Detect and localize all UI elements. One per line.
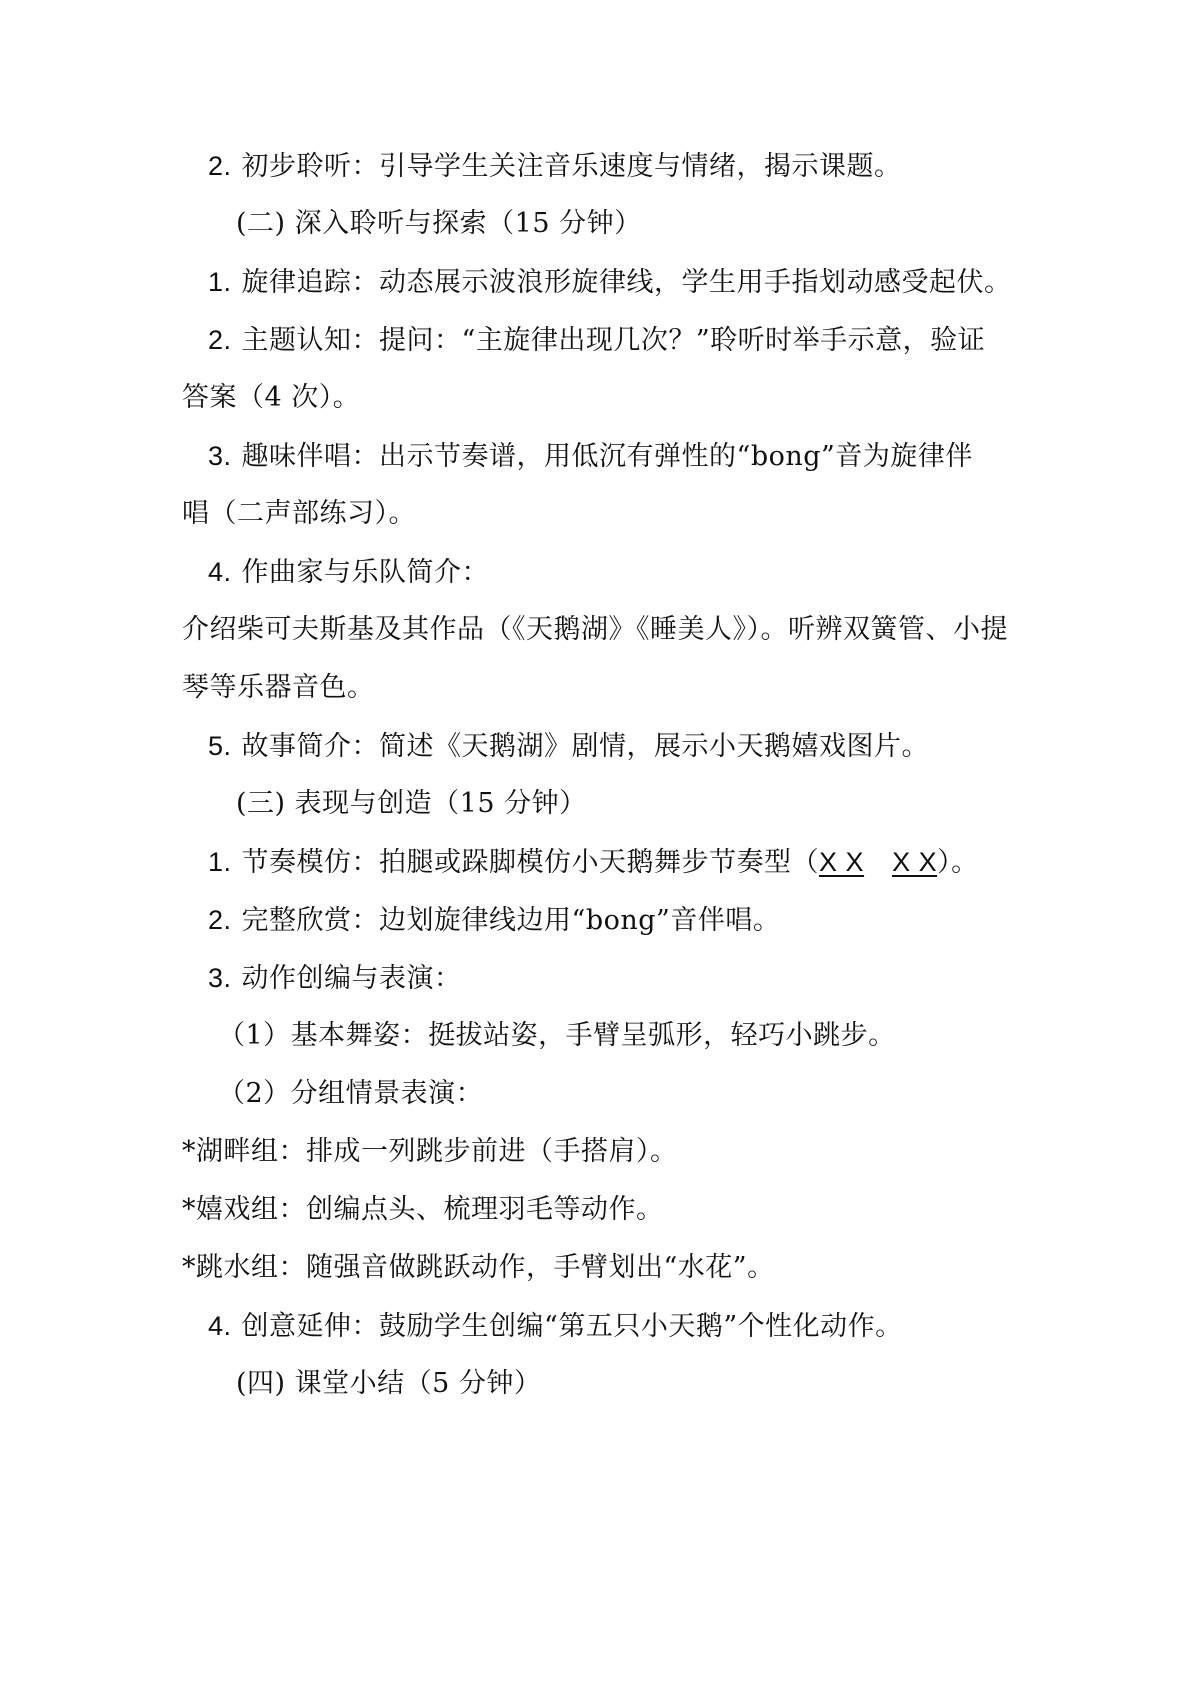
item-number: 3. xyxy=(208,441,232,471)
paragraph-line: 介绍柴可夫斯基及其作品（《天鹅湖》《睡美人》）。听辨双簧管、小提 xyxy=(182,614,1008,645)
list-item xyxy=(208,958,462,999)
item-number: 4. xyxy=(208,557,232,587)
item-number: 5. xyxy=(208,731,232,761)
rhythm-notation: X X xyxy=(892,847,938,877)
item-text: 初步聆听：引导学生关注音乐速度与情绪，揭示课题。 xyxy=(241,151,902,182)
list-item xyxy=(208,320,985,361)
item-number: 4. xyxy=(208,1311,232,1341)
section-heading: (四) 课堂小结（5 分钟） xyxy=(236,1368,542,1399)
list-item xyxy=(208,436,973,477)
list-item xyxy=(208,552,489,593)
bullet-item: *湖畔组：排成一列跳步前进（手搭肩）。 xyxy=(182,1136,678,1167)
item-number: 1. xyxy=(208,847,232,877)
list-item xyxy=(208,900,780,941)
item-text: 完整欣赏：边划旋律线边用“bong”音伴唱。 xyxy=(241,905,781,936)
list-item xyxy=(208,262,1012,303)
list-item xyxy=(208,842,979,883)
list-item xyxy=(208,1306,903,1347)
item-text: 作曲家与乐队简介： xyxy=(241,557,490,588)
section-heading: (二) 深入聆听与探索（15 分钟） xyxy=(236,208,642,239)
sub-item: （1）基本舞姿：挺拔站姿，手臂呈弧形，轻巧小跳步。 xyxy=(218,1020,896,1051)
sub-item: （2）分组情景表演： xyxy=(218,1078,484,1109)
item-number: 3. xyxy=(208,963,232,993)
item-text-end: ）。 xyxy=(937,847,979,878)
item-text: 节奏模仿：拍腿或跺脚模仿小天鹅舞步节奏型（ xyxy=(241,847,820,878)
paragraph-continuation: 唱（二声部练习）。 xyxy=(182,498,416,529)
item-text: 故事简介：简述《天鹅湖》剧情，展示小天鹅嬉戏图片。 xyxy=(241,731,930,762)
list-item xyxy=(208,146,902,187)
item-number: 2. xyxy=(208,151,232,181)
section-heading: (三) 表现与创造（15 分钟） xyxy=(236,788,587,819)
paragraph-continuation: 答案（4 次）。 xyxy=(182,382,361,413)
item-text: 旋律追踪：动态展示波浪形旋律线，学生用手指划动感受起伏。 xyxy=(241,267,1012,298)
item-text: 动作创编与表演： xyxy=(241,963,462,994)
list-item xyxy=(208,726,929,767)
bullet-item: *嬉戏组：创编点头、梳理羽毛等动作。 xyxy=(182,1194,664,1225)
item-text: 主题认知：提问：“主旋律出现几次？”聆听时举手示意，验证 xyxy=(241,325,986,356)
bullet-item: *跳水组：随强音做跳跃动作，手臂划出“水花”。 xyxy=(182,1252,775,1283)
item-number: 1. xyxy=(208,267,232,297)
paragraph-continuation: 琴等乐器音色。 xyxy=(182,672,375,703)
item-text: 趣味伴唱：出示节奏谱，用低沉有弹性的“bong”音为旋律伴 xyxy=(241,441,973,472)
item-text: 创意延伸：鼓励学生创编“第五只小天鹅”个性化动作。 xyxy=(241,1311,903,1342)
item-number: 2. xyxy=(208,325,232,355)
rhythm-notation: X X xyxy=(819,847,865,877)
item-number: 2. xyxy=(208,905,232,935)
